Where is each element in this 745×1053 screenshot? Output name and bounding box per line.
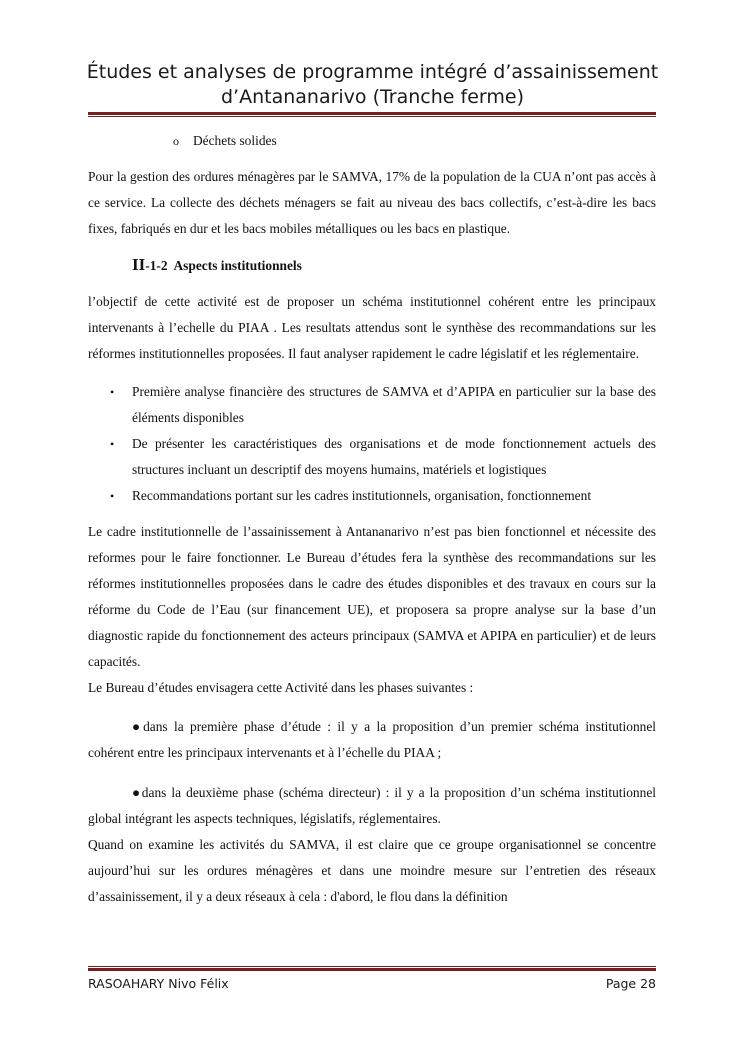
header-rule — [88, 112, 656, 117]
bullet-icon: • — [110, 385, 115, 399]
list-item — [88, 379, 656, 431]
bullet-icon: • — [110, 489, 115, 503]
sub-bullet-text: Déchets solides — [193, 133, 277, 148]
list-item — [88, 431, 656, 483]
footer-author: RASOAHARY Nivo Félix — [88, 976, 229, 991]
phase-item: ●dans la deuxième phase (schéma directeur) : il y a la proposition d’un schéma institutionnel global intégrant les aspects techniques, législatifs, réglementaires. — [88, 784, 656, 826]
sub-bullet-item — [88, 128, 656, 154]
header-title-line1: Études et analyses de programme intégré d’assainissement — [86, 61, 659, 83]
header-title-line2: d’Antananarivo (Tranche ferme) — [220, 86, 524, 108]
section-title: Aspects institutionnels — [173, 258, 302, 273]
page-body — [88, 128, 656, 910]
list-item-text: Recommandations portant sur les cadres institutionnels, organisation, fonctionnement — [132, 488, 592, 503]
footer-page-number: Page 28 — [605, 976, 656, 991]
section-number: -1-2 — [145, 258, 168, 273]
paragraph-waste-management: Pour la gestion des ordures ménagères par le SAMVA, 17% de la population de la CUA n’ont pas accès à ce service. La collecte des déchets ménagers se fait au niveau des bacs collectifs, c’est-à-dire les bacs fixes, fabriqués en dur et les bacs mobiles métalliques ou les bacs en plastique. — [88, 169, 656, 236]
bullet-list — [88, 379, 656, 509]
list-item-text: De présenter les caractéristiques des organisations et de mode fonctionnement actuels des structures incluant un descriptif des moyens humains, matériels et logistiques — [132, 436, 656, 477]
section-heading — [88, 252, 656, 279]
list-item-text: Première analyse financière des structures de SAMVA et d’APIPA en particulier sur la base des éléments disponibles — [132, 384, 656, 425]
paragraph-phases-intro: Le Bureau d’études envisagera cette Activité dans les phases suivantes : — [88, 680, 474, 695]
bullet-icon: • — [110, 437, 115, 451]
footer-rule — [88, 966, 656, 971]
paragraph-samva-activities: Quand on examine les activités du SAMVA, il est claire que ce groupe organisationnel se concentre aujourd’hui sur les ordures ménagères et dans une moindre mesure sur l’entretien des réseaux d’assainissement, il y a deux réseaux à cela : d'abord, le flou dans la définition — [88, 836, 656, 904]
phase-item: ●dans la première phase d’étude : il y a la proposition d’un premier schéma institutionnel cohérent entre les principaux intervenants et à l’échelle du PIAA ; — [88, 719, 656, 761]
list-item — [88, 483, 656, 509]
paragraph-objective: l’objectif de cette activité est de proposer un schéma institutionnel cohérent entre les principaux intervenants à l’echelle du PIAA . Les resultats attendus sont le synthèse des recommandations sur les réformes institutionnelles proposées. Il faut analyser rapidement le cadre législatif et les réglementaire. — [88, 294, 656, 361]
paragraph-institutional-framework: Le cadre institutionnelle de l’assainissement à Antananarivo n’est pas bien fonctionnel et nécessite des reformes pour le faire fonctionner. Le Bureau d’études fera la synthèse des recommandations sur les réformes institutionnelles proposées dans le cadre des études disponibles et des travaux en cours sur la réforme du Code de l’Eau (sur financement UE), et proposera sa propre analyse sur la base d’un diagnostic rapide du fonctionnement des acteurs principaux (SAMVA et APIPA en particulier) et de leurs capacités. — [88, 524, 656, 669]
circle-bullet-icon: o — [173, 134, 179, 148]
section-roman-number: II — [132, 255, 146, 274]
page-header-title — [60, 60, 685, 110]
